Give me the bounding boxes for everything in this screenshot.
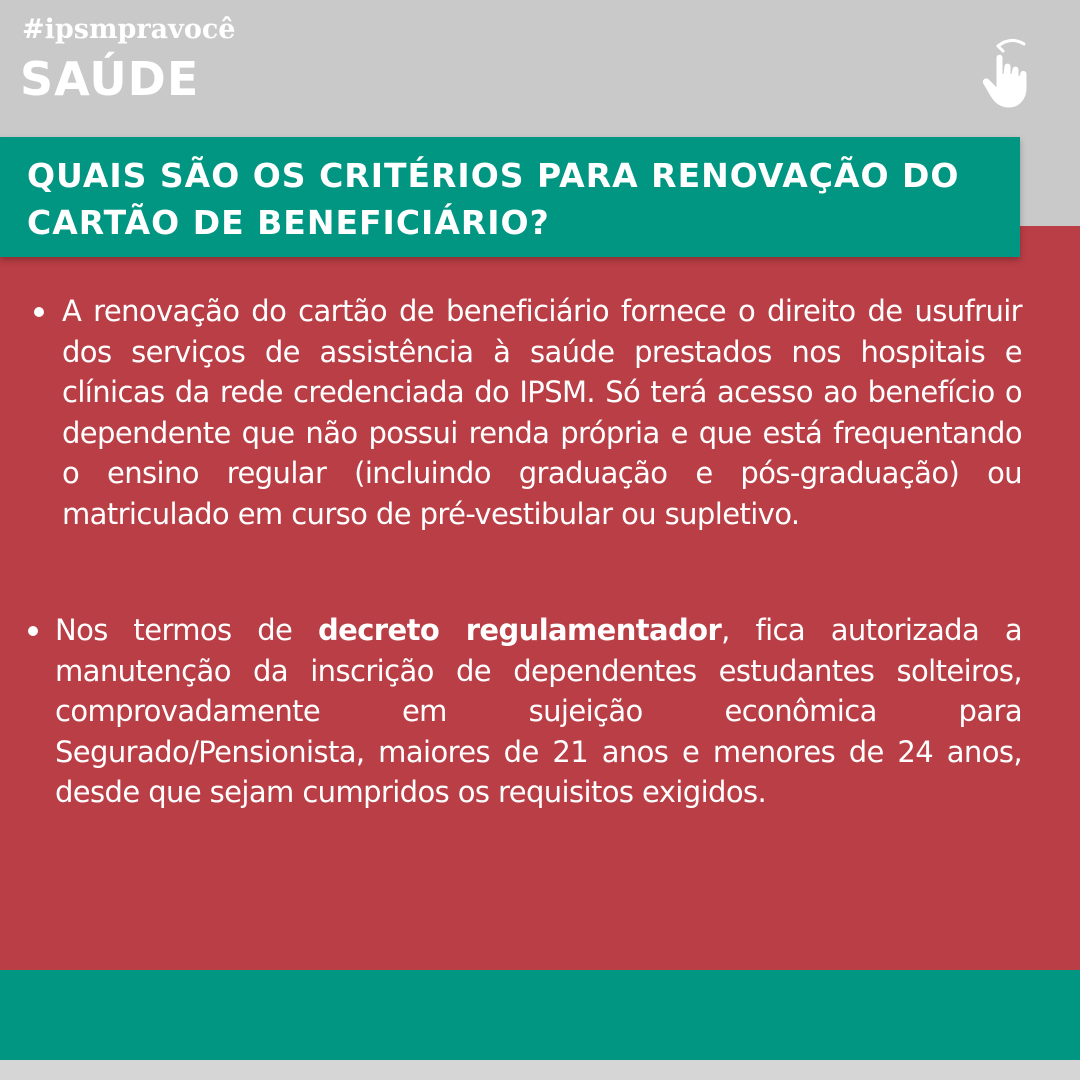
- bullet-dot: [34, 307, 44, 317]
- footer-band: [0, 970, 1080, 1060]
- bullet-2-bold-term: decreto regulamentador: [317, 613, 722, 647]
- bottom-strip: [0, 1060, 1080, 1080]
- hashtag-label: #ipsmpravocê: [22, 14, 236, 45]
- question-title: QUAIS SÃO OS CRITÉRIOS PARA RENOVAÇÃO DO CARTÃO DE BENEFICIÁRIO?: [27, 156, 960, 242]
- section-title: SAÚDE: [20, 52, 200, 106]
- bullet-paragraph-2: [55, 610, 1022, 813]
- bullet-2-text-end: , fica autorizada a manutenção da inscrição de dependentes estudantes solteiros, comprovadamente em sujeição econômica para Segurado/Pensionista, maiores de 21 anos e menores de 24 anos, desde que sejam cumpridos os requisitos exigidos.: [55, 613, 1022, 809]
- bullet-paragraph-1: A renovação do cartão de beneficiário fornece o direito de usufruir dos serviços de assistência à saúde prestados nos hospitais e clínicas da rede credenciada do IPSM. Só terá acesso ao benefício o dependente que não possui renda própria e que está frequentando o ensino regular (incluindo graduação e pós-graduação) ou matriculado em curso de pré-vestibular ou supletivo.: [62, 294, 1022, 531]
- bullet-dot: [28, 626, 38, 636]
- bullet-2-text-start: Nos termos de: [55, 613, 318, 647]
